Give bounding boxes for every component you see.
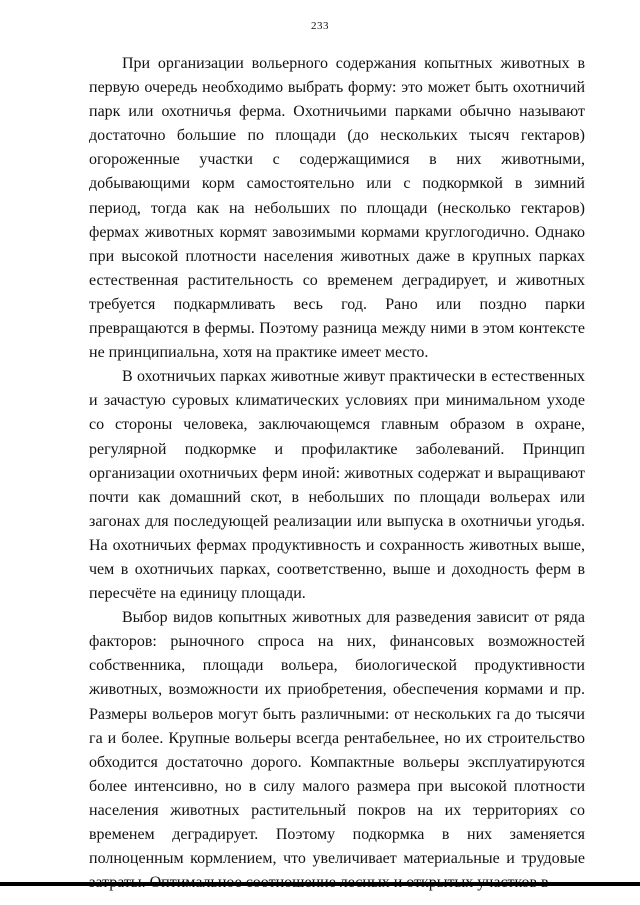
bottom-rule <box>0 882 640 886</box>
paragraph-3: Выбор видов копытных животных для разведения зависит от ряда факторов: рыночного спроса на них, финансовых возможностей собственника, площади вольера, биологической продуктивности животных, возможности их приобретения, обеспечения кормами и пр. Размеры вольеров могут быть различными: от нескольких га до тысячи га и более. Крупные вольеры всегда рентабельнее, но их строительство обходится достаточно дорого. Компактные вольеры эксплуатируются более интенсивно, но в силу малого размера при высокой плотности населения животных растительный покров на их территориях со временем деградирует. Поэтому подкормка в них заменяется полноценным кормлением, что увеличивает материальные и трудовые <box>89 609 585 868</box>
page-number: 233 <box>311 20 329 32</box>
paragraph-2: В охотничьих парках животные живут практически в естественных и зачастую суровых климатических условиях при минимальном уходе со стороны человека, заключающемся главным образом в охране, регулярной подкормке и профилактике заболеваний. Принцип организации охотничьих ферм иной: животных содержат и выращивают почти как домашний скот, в небольших по площади вольерах или загонах для последующей реализации или выпуска в охотничьи угодья. На охотничьих фермах продуктивность и сохранность животных выше, чем в охотничьих парках, соответственно, выше и доходность ферм в пересчёте на единицу площади. <box>89 368 585 603</box>
paragraph-1: При организации вольерного содержания копытных животных в первую очередь необходимо выбрать форму: это может быть охотничий парк или охотничья ферма. Охотничьими парками обычно называют достаточно большие по площади (до нескольких тысяч гектаров) огороженные участки с содержащимися в них животными, добывающими корм самостоятельно или с подкормкой в зимний период, тогда как на небольших по площади (несколько гектаров) фермах животных кормят завозимыми кормами круглогодично. Однако при высокой плотности населения животных даже в крупных парках естественная растительность со временем деградирует, и животных требуется подкармливать весь год. Рано или поздно парки превращаются в фермы. Поэтому разница между ними в этом контексте не принципиальна, хотя на практике имеет место. <box>89 55 585 362</box>
body-text <box>89 52 585 895</box>
